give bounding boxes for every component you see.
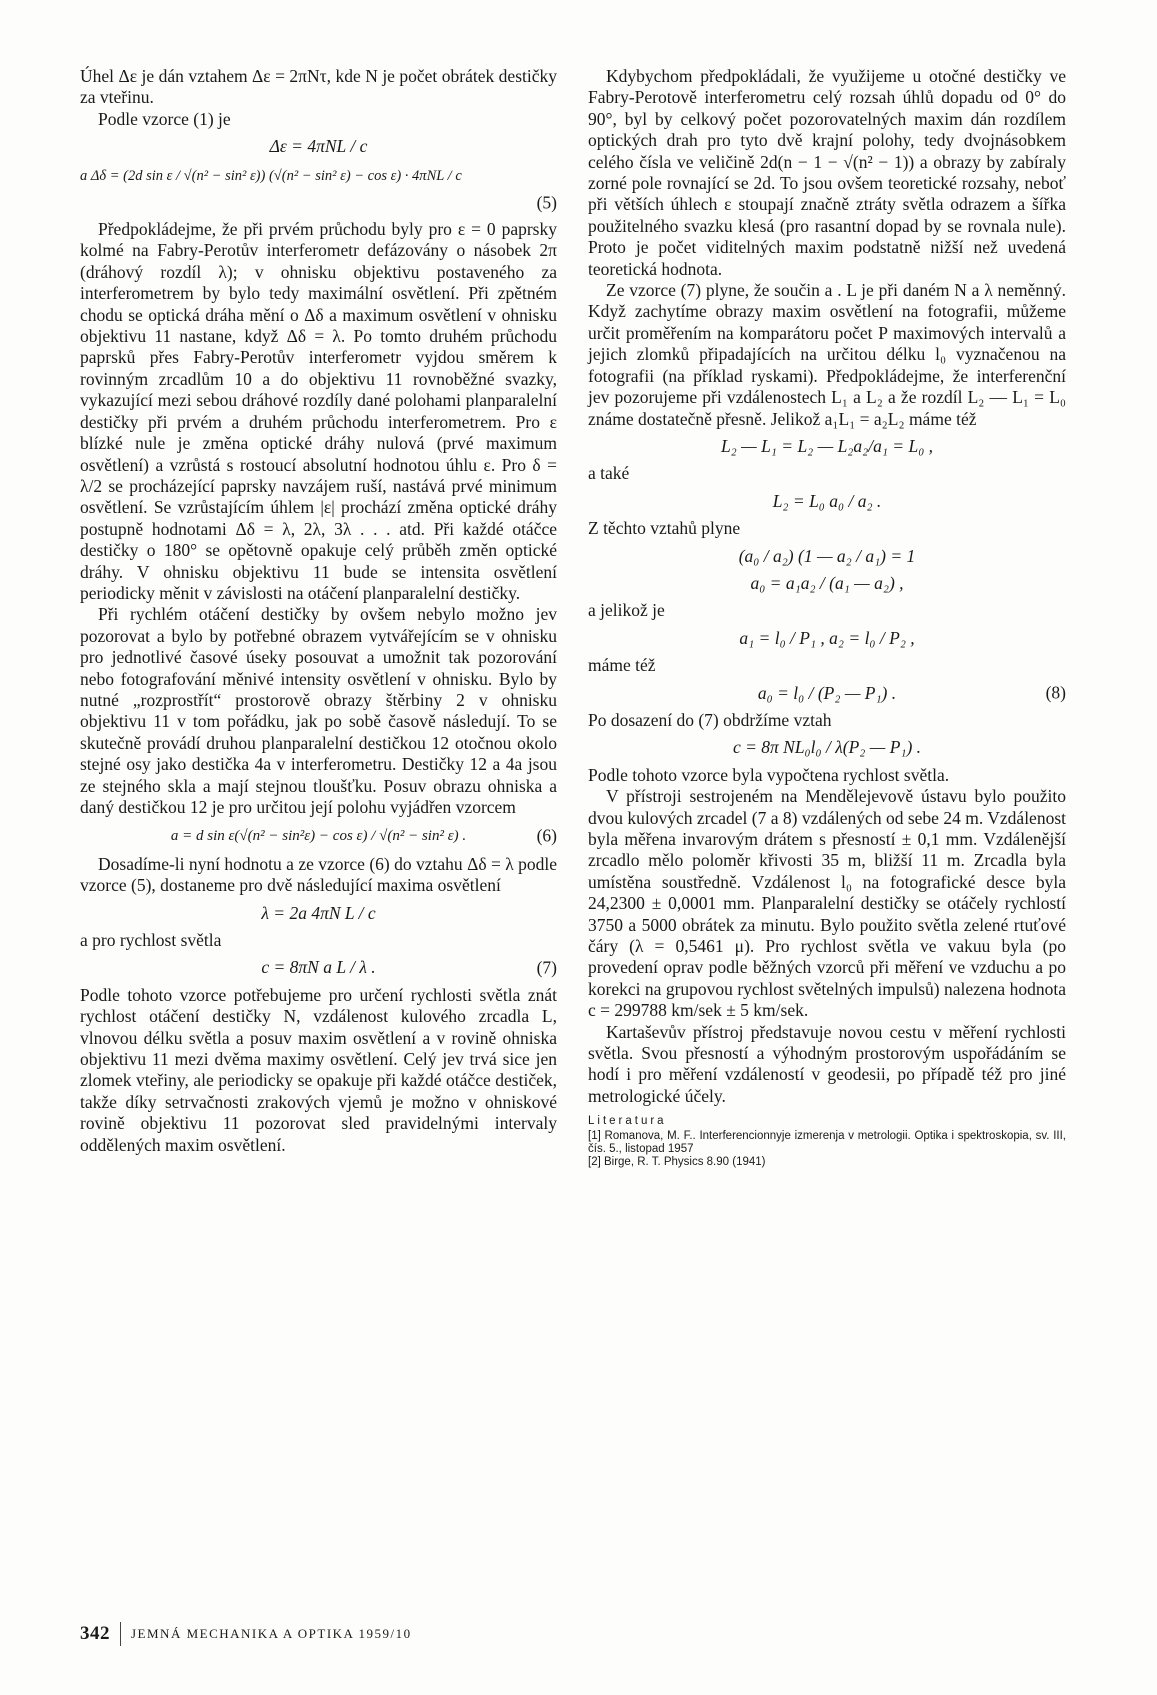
equation: L₂ — L₁ = L₂ — L₂a₂/a₁ = L₀ , [720,435,934,456]
equation: Δε = 4πNL / c [269,136,368,157]
equation: (a₀ / a₂) (1 — a₂ / a₁) = 1 [738,545,916,566]
paragraph: Kdybychom předpokládali, že využijeme u otočné destičky ve Fabry-Perotově interferometru celý rozsah úhlů dopadu od 0° do 90°, byl by celkový počet pozorovatelných maxim dán rozdílem optických drah pro tyto dvě krajní polohy, tedy dvojnásobkem celého čísla ve veličině 2d(n − 1 − √(n² − 1)) a obrazy by zabíraly zorné pole rovnající se 2d. To jsou ovšem teoretické rozsahy, neboť při větších úhlech ε stoupají značně ztráty světla odrazem a šířka použitelného svazku klesá (pro rasantní dopad by se rovnala nule). Proto je počet viditelných maxim podstatně nižší než uvedená teoretická hodnota. [588,66,1066,279]
equation-7 [80,957,557,978]
page-footer [80,1622,412,1646]
equation: c = 8π NL₀l₀ / λ(P₂ — P₁) . [732,737,922,758]
equation: a₀ = a₁a₂ / (a₁ — a₂) , [750,572,904,593]
paragraph: Podle tohoto vzorce potřebujeme pro určení rychlosti světla znát rychlost otáčení destičky N, vzdálenost kulového zrcadla L, vlnovou délku světla a posuv maxim osvětlení a v rovině ohniska objektivu 11 mezi dvěma maximy osvětlení. Celý jev trvá sice jen zlomek vteřiny, ale periodicky se opakuje při každé otáčce destiček, takže díky setrvačnosti zrakových vjemů je možno v ohniskové rovině objektivu 11 pozorovat sled pravidelnými intervaly oddělených maxim osvětlení. [80,984,557,1155]
paragraph: Předpokládejme, že při prvém průchodu byly pro ε = 0 paprsky kolmé na Fabry-Perotův interferometr defázovány o násobek 2π (dráhový rozdíl λ); v ohnisku objektivu postaveného za interferometrem by bylo tedy maximální osvětlení. Při zpětném chodu se optická dráha mění o Δδ a maximum osvětlení v ohnisku objektivu 11 nastane, když Δδ = λ. Po tomto druhém průchodu paprsků přes Fabry-Perotův interferometr vyjdou směrem k rovinným zrcadlům 10 a do objektivu 11 rovnoběžné svazky, vykazující mezi sebou dráhové rozdíly dané polohami planparalelní destičky při prvém a druhém průchodu interferometrem. Pro ε blízké nule je změna optické dráhy nulová (prvé maximum osvětlení) a vzrůstá s rostoucí absolutní hodnotou úhlu ε. Pro δ = λ/2 se procházející paprsky navzájem ruší, nastává prvé minimum osvětlení. Se vzrůstajícím úhlem |ε| prochází změna optické dráhy postupně hodnotami Δδ = λ, 2λ, 3λ . . . atd. Při každé otáčce destičky o 180° se opětovně opakuje celý průběh změn optické dráhy. V ohnisku objektivu 11 bude se intensita osvětlení periodicky měnit v závislosti na otáčení planparalelní destičky. [80,219,557,603]
paragraph: a pro rychlost světla [80,930,222,951]
references-heading: Literatura [588,1115,667,1128]
equation-8 [588,683,1066,704]
equation-text: a₀ = l₀ / (P₂ — P₁) . [757,682,897,703]
equation-number: (6) [536,825,557,846]
right-column [588,66,1066,1169]
paragraph: Při rychlém otáčení destičky by ovšem nebylo možno jev pozorovat a bylo by potřebné obrazem vytvářejícím se v ohnisku pro jednotlivé časové úseky posouvat a umožnit tak pozorování nebo fotografování měnivé intensity osvětlení v ohnisku. Bylo by nutné „rozprostřít“ prostorově obrazy štěrbiny 2 v ohnisku objektivu 11 v tom pořádku, jak po sobě časově následují. To se skutečně provádí druhou planparalelní destičkou 12 otočnou okolo stejné osy jako destička 4a v interferometru. Destičky 12 a 4a jsou ze stejného skla a mají stejnou tloušťku. Posuv obrazu ohniska a daný destičkou 12 je pro určitou její polohu vyjádřen vzorcem [80,604,557,817]
equation-number-row [80,193,557,213]
paragraph: a také [588,463,630,484]
paragraph: Z těchto vztahů plyne [588,518,741,539]
equation: L₂ = L₀ a₀ / a₂ . [772,490,882,511]
paragraph: Podle vzorce (1) je [98,108,231,129]
equation: λ = 2a 4πN L / c [261,902,376,923]
equation-5 [80,164,557,187]
references [588,1115,1066,1169]
paragraph: máme též [588,655,656,676]
paragraph: Úhel Δε je dán vztahem Δε = 2πNτ, kde N je počet obrátek destičky za vteřinu. [80,66,557,108]
left-column [80,66,557,1156]
paragraph: Dosadíme-li nyní hodnotu a ze vzorce (6) do vztahu Δδ = λ podle vzorce (5), dostaneme pro dvě následující maxima osvětlení [80,853,557,896]
paragraph: a jelikož je [588,600,665,621]
paragraph: Kartaševův přístroj představuje novou cestu v měření rychlosti světla. Svou přesností a výhodným prostorovým uspořádáním se hodí i pro měření vzdáleností v geodesii, po případě též pro jiné metrologické účely. [588,1021,1066,1106]
equation-text: a Δδ = (2d sin ε / √(n² − sin² ε)) (√(n² − sin² ε) − cos ε) · 4πNL / c [80,167,462,184]
reference-item: [1] Romanova, M. F.. Interferencionnyje izmerenja v metrologii. Optika i spektroskopia, sv. III, čís. 5., listopad 1957 [588,1130,1066,1156]
paragraph: Ze vzorce (7) plyne, že součin a . L je při daném N a λ neměnný. Když zachytíme obrazy maxim osvětlení na fotografii, můžeme určit proměřením na komparátoru počet P maximových intervalů a jejich zlomků připadajících na určitou délku l₀ vyznačenou na fotografii (na příklad ryskami). Předpokládejme, že interferenční jev pozorujeme při vzdálenostech L₁ a L₂ a že rozdíl L₂ — L₁ = L₀ známe dostatečně přesně. Jelikož a₁L₁ = a₂L₂ máme též [588,280,1066,429]
paragraph: Podle tohoto vzorce byla vypočtena rychlost světla. [588,764,950,785]
equation-number: (8) [1045,682,1066,703]
journal-title: JEMNÁ MECHANIKA A OPTIKA 1959/10 [131,1626,412,1642]
equation-6 [80,824,557,847]
page-number: 342 [80,1623,110,1645]
equation-number: (7) [536,957,557,978]
equation-text: c = 8πN a L / λ . [261,957,376,978]
equation-number: (5) [536,192,557,213]
reference-item: [2] Birge, R. T. Physics 8.90 (1941) [588,1156,766,1169]
equation-text: a = d sin ε(√(n² − sin²ε) − cos ε) / √(n² − sin² ε) . [170,828,467,845]
equation: a₁ = l₀ / P₁ , a₂ = l₀ / P₂ , [739,627,915,648]
paragraph: Po dosazení do (7) obdržíme vztah [588,709,832,730]
paragraph: V přístroji sestrojeném na Mendělejevově ústavu bylo použito dvou kulových zrcadel (7 a 8) vzdálených od sebe 24 m. Vzdálenost byla měřena invarovým drátem s přesností ± 0,1 mm. Vzdálenější zrcadlo mělo poloměr křivosti 35 m, bližší 11 m. Zrcadla byla umístěna soustředně. Vzdálenost l₀ na fotografické desce byla 24,2300 ± 0,0001 mm. Planparalelní destičky se otáčely rychlostí 3750 a 5000 obrátek za minutu. Bylo použito světla zelené rtuťové čáry (λ = 0,5461 μ). Pro rychlost světla ve vakuu byla (po provedení oprav podle běžných vzorců při měření ve vzduchu a po korekci na grupovou rychlost světelných impulsů) nalezena hodnota c = 299788 km/sek ± 5 km/sek. [588,786,1066,1021]
footer-divider [120,1622,121,1646]
